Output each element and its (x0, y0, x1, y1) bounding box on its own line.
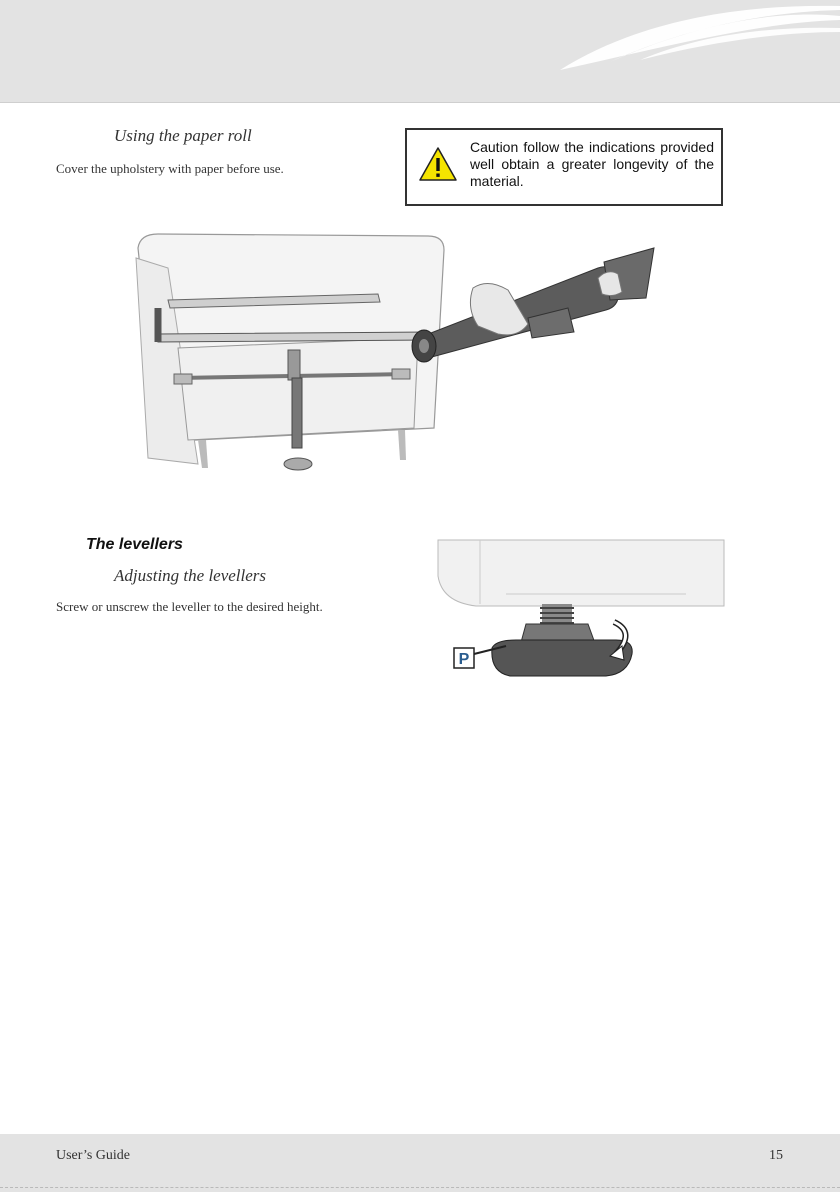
levellers-instruction: Screw or unscrew the leveller to the desired height. (56, 599, 323, 614)
footer-divider (0, 1187, 840, 1188)
levellers-subheading: Adjusting the levellers (114, 566, 267, 585)
paper-roll-illustration (128, 228, 658, 488)
caution-text: Caution follow the indications provided well obtain a greater longevity of the material. (470, 139, 714, 189)
swoosh-logo-icon (0, 0, 840, 102)
warning-triangle-icon (418, 146, 458, 182)
callout-label-p: P (458, 651, 470, 668)
header-band (0, 0, 840, 103)
levellers-heading: The levellers (86, 536, 183, 553)
page-number: 15 (769, 1148, 783, 1163)
caution-box (405, 128, 723, 206)
footer-title: User’s Guide (56, 1148, 131, 1163)
paper-roll-instruction: Cover the upholstery with paper before use. (56, 161, 284, 176)
leveller-illustration (436, 536, 726, 680)
footer-band (0, 1134, 840, 1192)
paper-roll-subheading: Using the paper roll (114, 126, 252, 145)
